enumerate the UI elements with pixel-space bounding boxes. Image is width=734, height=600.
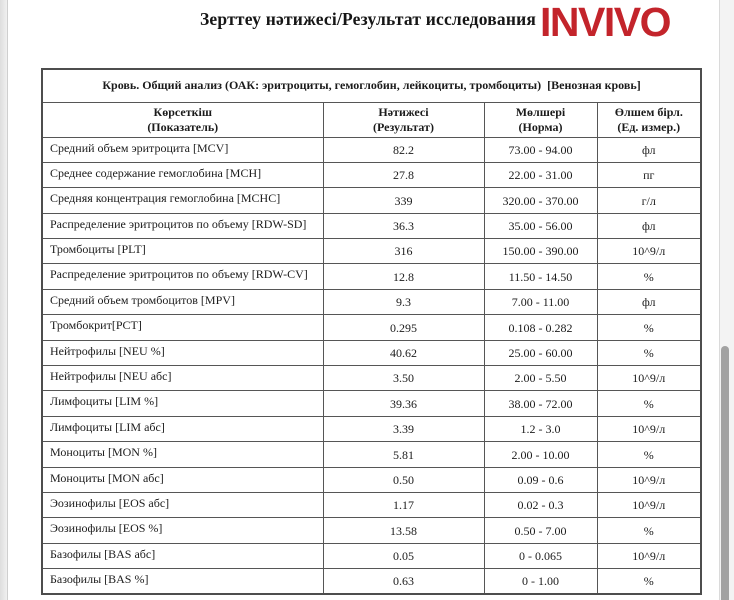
- unit-cell: %: [597, 569, 701, 594]
- norm-range-cell: 0.02 - 0.3: [484, 492, 597, 517]
- results-table-head: [42, 69, 701, 137]
- unit-cell: фл: [597, 289, 701, 314]
- table-caption-row: [42, 69, 701, 102]
- result-value-cell: 0.05: [323, 543, 484, 568]
- result-value-cell: 12.8: [323, 264, 484, 289]
- result-value-cell: 0.295: [323, 315, 484, 340]
- result-value-cell: 5.81: [323, 442, 484, 467]
- unit-cell: %: [597, 315, 701, 340]
- result-value-cell: 0.50: [323, 467, 484, 492]
- norm-range-cell: 11.50 - 14.50: [484, 264, 597, 289]
- unit-cell: пг: [597, 162, 701, 187]
- parameter-name-cell: Нейтрофилы [NEU абс]: [42, 366, 323, 391]
- column-header-kk: Көрсеткіш: [153, 104, 212, 119]
- norm-range-cell: 7.00 - 11.00: [484, 289, 597, 314]
- table-caption: Кровь. Общий анализ (ОАК: эритроциты, гемоглобин, лейкоциты, тромбоциты) [Венозная кровь]: [42, 69, 701, 102]
- table-row: [42, 239, 701, 264]
- norm-range-cell: 22.00 - 31.00: [484, 162, 597, 187]
- norm-range-cell: 0.108 - 0.282: [484, 315, 597, 340]
- norm-range-cell: 2.00 - 5.50: [484, 366, 597, 391]
- result-value-cell: 27.8: [323, 162, 484, 187]
- unit-cell: %: [597, 264, 701, 289]
- unit-cell: фл: [597, 137, 701, 162]
- unit-cell: %: [597, 518, 701, 543]
- unit-cell: 10^9/л: [597, 239, 701, 264]
- table-row: [42, 492, 701, 517]
- column-header-kk: Өлшем бірл.: [614, 104, 683, 119]
- norm-range-cell: 73.00 - 94.00: [484, 137, 597, 162]
- parameter-name-cell: Средняя концентрация гемоглобина [MCHC]: [42, 188, 323, 213]
- parameter-name-cell: Распределение эритроцитов по объему [RDW-SD]: [42, 213, 323, 238]
- parameter-name-cell: Распределение эритроцитов по объему [RDW-CV]: [42, 264, 323, 289]
- vertical-scrollbar-thumb[interactable]: [721, 346, 729, 600]
- unit-cell: %: [597, 442, 701, 467]
- unit-cell: фл: [597, 213, 701, 238]
- norm-range-cell: 150.00 - 390.00: [484, 239, 597, 264]
- invivo-logo: INVIVO: [540, 0, 670, 45]
- parameter-name-cell: Тромбокрит[PCT]: [42, 315, 323, 340]
- table-header-row: [42, 102, 701, 137]
- norm-range-cell: 320.00 - 370.00: [484, 188, 597, 213]
- unit-cell: г/л: [597, 188, 701, 213]
- column-header-ru: (Ед. измер.): [617, 119, 681, 134]
- blood-test-results-table: [41, 68, 702, 595]
- norm-range-cell: 0 - 1.00: [484, 569, 597, 594]
- column-header-ru: (Результат): [372, 119, 434, 134]
- column-header-kk: Мөлшері: [515, 104, 566, 119]
- column-header-norm: [484, 102, 597, 137]
- table-row: [42, 391, 701, 416]
- table-row: [42, 416, 701, 441]
- table-row: [42, 315, 701, 340]
- result-value-cell: 39.36: [323, 391, 484, 416]
- table-row: [42, 442, 701, 467]
- parameter-name-cell: Лимфоциты [LIM %]: [42, 391, 323, 416]
- results-table-body: [42, 137, 701, 594]
- column-header-unit: [597, 102, 701, 137]
- norm-range-cell: 1.2 - 3.0: [484, 416, 597, 441]
- table-row: [42, 264, 701, 289]
- norm-range-cell: 25.00 - 60.00: [484, 340, 597, 365]
- table-row: [42, 137, 701, 162]
- parameter-name-cell: Моноциты [MON %]: [42, 442, 323, 467]
- parameter-name-cell: Эозинофилы [EOS абс]: [42, 492, 323, 517]
- table-row: [42, 467, 701, 492]
- unit-cell: 10^9/л: [597, 543, 701, 568]
- parameter-name-cell: Тромбоциты [PLT]: [42, 239, 323, 264]
- table-row: [42, 213, 701, 238]
- result-value-cell: 13.58: [323, 518, 484, 543]
- parameter-name-cell: Лимфоциты [LIM абс]: [42, 416, 323, 441]
- result-value-cell: 339: [323, 188, 484, 213]
- table-row: [42, 518, 701, 543]
- parameter-name-cell: Моноциты [MON абс]: [42, 467, 323, 492]
- table-row: [42, 366, 701, 391]
- report-title: Зерттеу нәтижесі/Результат исследования: [200, 9, 537, 29]
- unit-cell: %: [597, 340, 701, 365]
- parameter-name-cell: Средний объем эритроцита [MCV]: [42, 137, 323, 162]
- parameter-name-cell: Эозинофилы [EOS %]: [42, 518, 323, 543]
- unit-cell: 10^9/л: [597, 416, 701, 441]
- parameter-name-cell: Средний объем тромбоцитов [MPV]: [42, 289, 323, 314]
- column-header-kk: Нәтижесі: [378, 104, 429, 119]
- table-row: [42, 162, 701, 187]
- vertical-scrollbar-track[interactable]: [719, 0, 734, 600]
- norm-range-cell: 35.00 - 56.00: [484, 213, 597, 238]
- page-left-edge: [0, 0, 8, 600]
- table-row: [42, 289, 701, 314]
- norm-range-cell: 0.50 - 7.00: [484, 518, 597, 543]
- column-header-parameter: [42, 102, 323, 137]
- result-value-cell: 316: [323, 239, 484, 264]
- norm-range-cell: 0 - 0.065: [484, 543, 597, 568]
- result-value-cell: 1.17: [323, 492, 484, 517]
- unit-cell: 10^9/л: [597, 366, 701, 391]
- unit-cell: 10^9/л: [597, 492, 701, 517]
- norm-range-cell: 0.09 - 0.6: [484, 467, 597, 492]
- unit-cell: 10^9/л: [597, 467, 701, 492]
- parameter-name-cell: Нейтрофилы [NEU %]: [42, 340, 323, 365]
- result-value-cell: 40.62: [323, 340, 484, 365]
- column-header-ru: (Показатель): [147, 119, 219, 134]
- norm-range-cell: 2.00 - 10.00: [484, 442, 597, 467]
- column-header-result: [323, 102, 484, 137]
- column-header-ru: (Норма): [518, 119, 563, 134]
- unit-cell: %: [597, 391, 701, 416]
- result-value-cell: 3.39: [323, 416, 484, 441]
- table-row: [42, 569, 701, 594]
- table-row: [42, 340, 701, 365]
- table-row: [42, 543, 701, 568]
- table-row: [42, 188, 701, 213]
- result-value-cell: 36.3: [323, 213, 484, 238]
- parameter-name-cell: Среднее содержание гемоглобина [MCH]: [42, 162, 323, 187]
- result-value-cell: 0.63: [323, 569, 484, 594]
- result-value-cell: 9.3: [323, 289, 484, 314]
- parameter-name-cell: Базофилы [BAS абс]: [42, 543, 323, 568]
- parameter-name-cell: Базофилы [BAS %]: [42, 569, 323, 594]
- norm-range-cell: 38.00 - 72.00: [484, 391, 597, 416]
- result-value-cell: 82.2: [323, 137, 484, 162]
- result-value-cell: 3.50: [323, 366, 484, 391]
